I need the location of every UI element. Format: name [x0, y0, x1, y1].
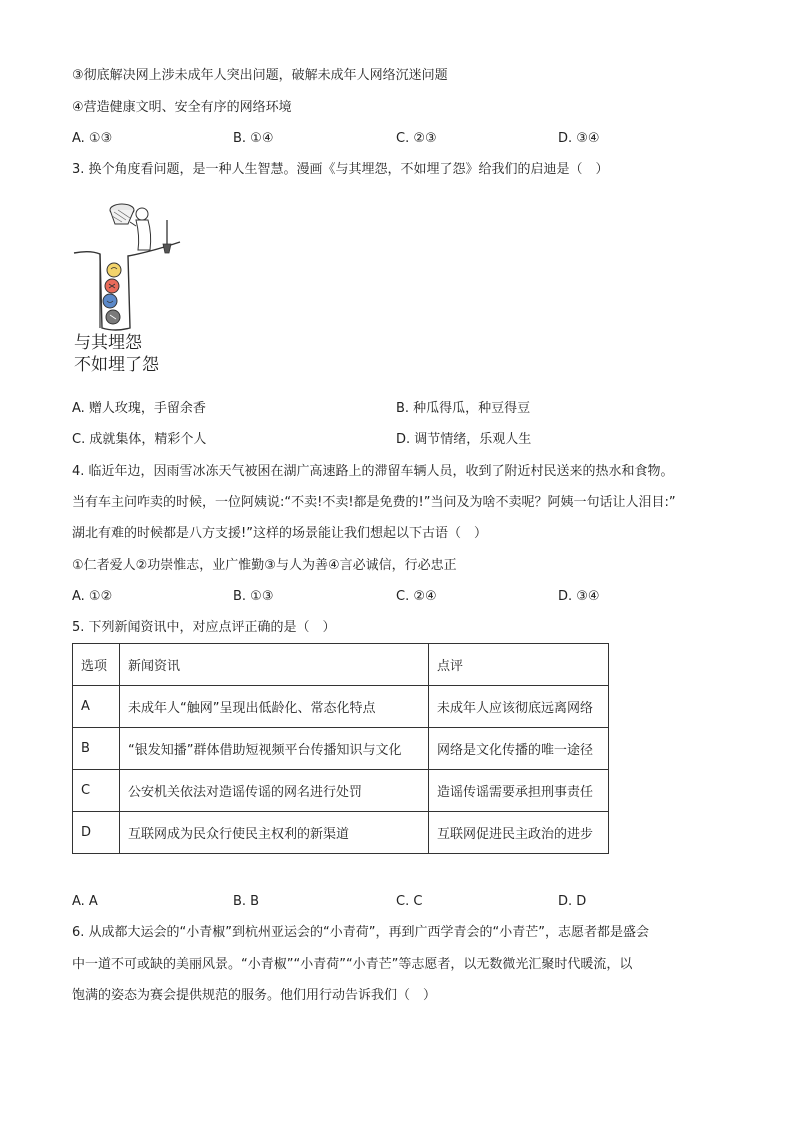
table-row — [73, 770, 609, 812]
news-table — [72, 643, 609, 854]
q4-items: ①仁者爱人②功崇惟志，业广惟勤③与人为善④言必诚信，行必忠正 — [72, 558, 457, 573]
q5-stem: 5. 下列新闻资讯中，对应点评正确的是（ ） — [72, 620, 336, 635]
row-comment: 未成年人应该彻底远离网络 — [429, 686, 609, 728]
row-news: 未成年人“触网”呈现出低龄化、常态化特点 — [120, 686, 429, 728]
row-comment: 造谣传谣需要承担刑事责任 — [429, 770, 609, 812]
q3-stem: 3. 换个角度看问题，是一种人生智慧。漫画《与其埋怨，不如埋了怨》给我们的启迪是（ ） — [72, 162, 609, 177]
row-news: 互联网成为民众行使民主权利的新渠道 — [120, 812, 429, 854]
table-header-row — [73, 644, 609, 686]
q4-option-b: B. ①③ — [233, 589, 274, 604]
q5-option-b: B. B — [233, 894, 260, 909]
row-news: 公安机关依法对造谣传谣的网名进行处罚 — [120, 770, 429, 812]
q3-option-b: B. 种瓜得瓜，种豆得豆 — [396, 401, 531, 416]
header-comment: 点评 — [429, 644, 609, 686]
table-row — [73, 728, 609, 770]
q2-option-b: B. ①④ — [233, 131, 274, 146]
header-news: 新闻资讯 — [120, 644, 429, 686]
q4-line-1: 4. 临近年边，因雨雪冰冻天气被困在湖广高速路上的滞留车辆人员，收到了附近村民送来的热水和食物。 — [72, 464, 674, 479]
row-option: A — [73, 686, 120, 728]
comic-illustration — [70, 198, 190, 376]
comic-caption-line1: 与其埋怨 — [74, 333, 142, 353]
q4-line-2: 当有车主问咋卖的时候，一位阿姨说:“不卖!不卖!都是免费的!”当问及为啥不卖呢？阿姨一句话让人泪目:” — [72, 495, 676, 510]
item-4: ④营造健康文明、安全有序的网络环境 — [72, 100, 292, 115]
q5-option-d: D. D — [558, 894, 587, 909]
table-row — [73, 812, 609, 854]
item-3: ③彻底解决网上涉未成年人突出问题，破解未成年人网络沉迷问题 — [72, 68, 448, 83]
row-option: D — [73, 812, 120, 854]
q4-option-a: A. ①② — [72, 589, 113, 604]
q5-option-c: C. C — [396, 894, 423, 909]
q2-option-d: D. ③④ — [558, 131, 600, 146]
header-option: 选项 — [73, 644, 120, 686]
row-option: B — [73, 728, 120, 770]
row-news: “银发知播”群体借助短视频平台传播知识与文化 — [120, 728, 429, 770]
q4-option-c: C. ②④ — [396, 589, 437, 604]
q6-line-3: 饱满的姿态为赛会提供规范的服务。他们用行动告诉我们（ ） — [72, 988, 437, 1003]
row-option: C — [73, 770, 120, 812]
q3-option-a: A. 赠人玫瑰，手留余香 — [72, 401, 206, 416]
q2-option-c: C. ②③ — [396, 131, 437, 146]
q4-option-d: D. ③④ — [558, 589, 600, 604]
comic-caption-line2: 不如埋了怨 — [74, 355, 159, 375]
q3-option-c: C. 成就集体，精彩个人 — [72, 432, 207, 447]
table-row — [73, 686, 609, 728]
row-comment: 互联网促进民主政治的进步 — [429, 812, 609, 854]
q5-option-a: A. A — [72, 894, 98, 909]
q2-option-a: A. ①③ — [72, 131, 113, 146]
row-comment: 网络是文化传播的唯一途径 — [429, 728, 609, 770]
q6-line-1: 6. 从成都大运会的“小青椒”到杭州亚运会的“小青荷”，再到广西学青会的“小青芒”，志愿者都是盛会 — [72, 925, 649, 940]
q3-option-d: D. 调节情绪，乐观人生 — [396, 432, 532, 447]
q4-line-3: 湖北有难的时候都是八方支援!”这样的场景能让我们想起以下古语（ ） — [72, 526, 487, 541]
q6-line-2: 中一道不可或缺的美丽风景。“小青椒”“小青荷”“小青芒”等志愿者，以无数微光汇聚时代暖流，以 — [72, 957, 633, 972]
